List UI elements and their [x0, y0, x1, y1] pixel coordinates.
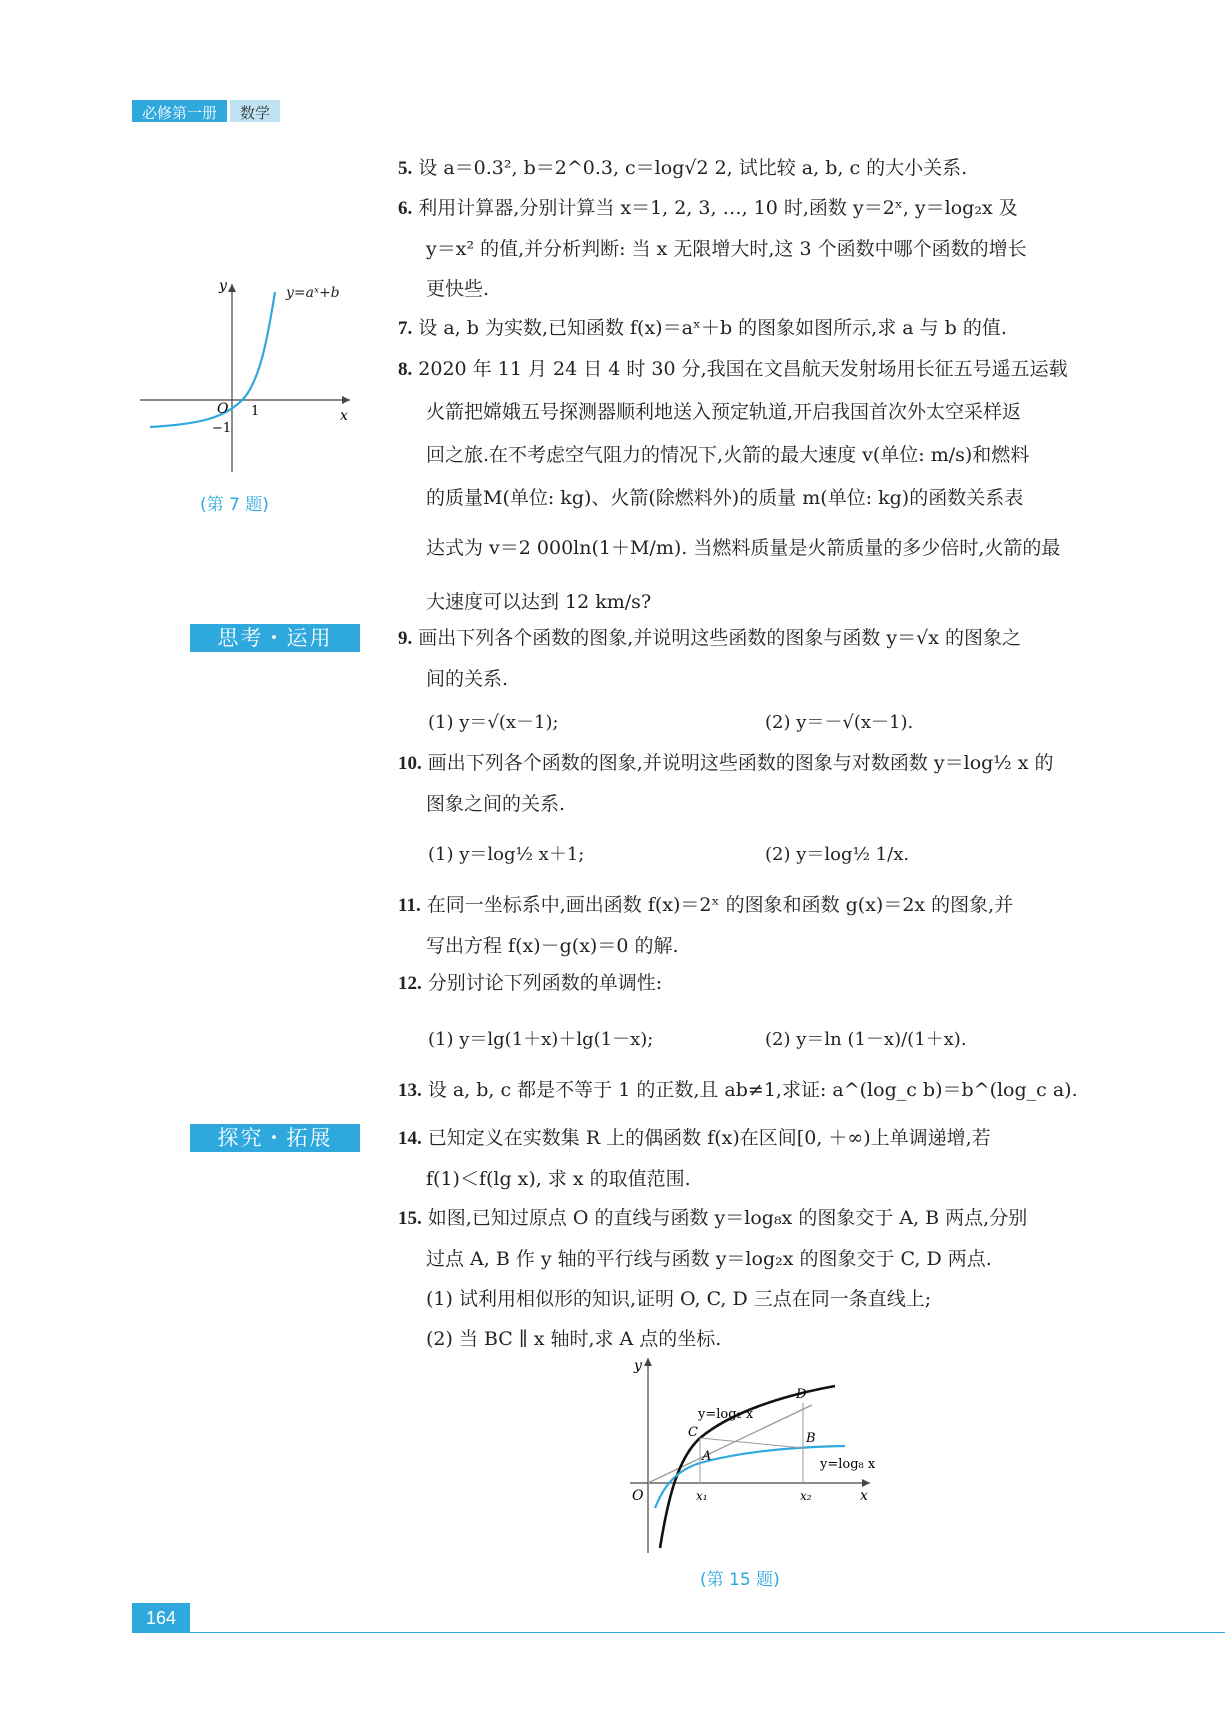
question-12	[398, 963, 1108, 1004]
question-text: 回之旅.在不考虑空气阻力的情况下,火箭的最大速度 v(单位: m/s)和燃料	[426, 444, 1030, 466]
question-text: 在同一坐标系中,画出函数 f(x)＝2ˣ 的图象和函数 g(x)＝2x 的图象,并	[426, 894, 1014, 916]
question-5	[398, 148, 1108, 189]
footer-rule	[190, 1632, 1225, 1633]
log8-label: y=log₈ x	[820, 1457, 876, 1472]
page-number: 164	[132, 1603, 190, 1633]
question-text: f(1)＜f(lg x), 求 x 的取值范围.	[426, 1168, 691, 1190]
question-text: 达式为 v＝2 000ln(1＋M/m). 当燃料质量是火箭质量的多少倍时,火箭的最	[426, 537, 1061, 559]
question-number: 10.	[398, 753, 422, 774]
question-text: 图象之间的关系.	[426, 793, 566, 815]
point-C-label: C	[688, 1425, 698, 1440]
page-footer	[132, 1603, 1132, 1633]
question-text: 画出下列各个函数的图象,并说明这些函数的图象与函数 y＝√x 的图象之	[418, 627, 1021, 649]
question-number: 15.	[398, 1208, 422, 1229]
question-text: 写出方程 f(x)－g(x)＝0 的解.	[426, 935, 679, 957]
question-text: 更快些.	[426, 278, 490, 300]
x1-label: x₁	[696, 1489, 708, 1503]
subject-label: 数学	[230, 100, 280, 122]
figure-7	[135, 272, 360, 477]
question-text: 如图,已知过原点 O 的直线与函数 y＝log₈x 的图象交于 A, B 两点,分别	[427, 1207, 1028, 1229]
sub-question: (1) y＝log½ x＋1;	[428, 844, 585, 865]
sub-question: (2) y＝－√(x－1).	[765, 712, 914, 733]
question-text: 间的关系.	[426, 668, 509, 690]
question-9	[398, 618, 1108, 699]
question-number: 11.	[398, 895, 421, 916]
x2-label: x₂	[800, 1489, 812, 1503]
question-text: 火箭把嫦娥五号探测器顺利地送入预定轨道,开启我国首次外太空采样返	[426, 401, 1022, 423]
question-text: 已知定义在实数集 R 上的偶函数 f(x)在区间[0, ＋∞)上单调递增,若	[427, 1127, 991, 1149]
log2-label: y=log₂ x	[698, 1407, 754, 1422]
book-label: 必修第一册	[132, 100, 227, 122]
sub-question: (2) y＝log½ 1/x.	[765, 844, 910, 865]
sub-question: (2) y＝ln (1－x)/(1＋x).	[765, 1029, 967, 1050]
question-text: 设 a, b 为实数,已知函数 f(x)＝aˣ＋b 的图象如图所示,求 a 与 b 的值.	[418, 317, 1007, 339]
tick-neg1-label: −1	[212, 421, 232, 436]
point-D-label: D	[796, 1387, 807, 1402]
origin-label: O	[217, 401, 229, 417]
question-8	[398, 348, 1108, 628]
question-number: 9.	[398, 628, 413, 649]
question-text: 设 a, b, c 都是不等于 1 的正数,且 ab≠1,求证: a^(log_c b)＝b^(log_c a).	[427, 1079, 1078, 1101]
question-10	[398, 743, 1108, 824]
question-number: 7.	[398, 318, 413, 339]
question-text: y＝x² 的值,并分析判断: 当 x 无限增大时,这 3 个函数中哪个函数的增长	[426, 238, 1027, 260]
tick-1-label: 1	[251, 404, 260, 419]
question-text: 利用计算器,分别计算当 x＝1, 2, 3, …, 10 时,函数 y＝2ˣ, y＝log₂x 及	[418, 197, 1018, 219]
section-explore-extend: 探究・拓展	[190, 1124, 360, 1152]
question-text: 的质量M(单位: kg)、火箭(除燃料外)的质量 m(单位: kg)的函数关系表	[426, 487, 1024, 509]
question-number: 5.	[398, 158, 413, 179]
question-14	[398, 1118, 1108, 1199]
question-7	[398, 308, 1108, 349]
sub-question: (1) 试利用相似形的知识,证明 O, C, D 三点在同一条直线上;	[426, 1288, 932, 1310]
section-think-apply: 思考・运用	[190, 624, 360, 652]
question-6	[398, 188, 1108, 309]
question-text: 2020 年 11 月 24 日 4 时 30 分,我国在文昌航天发射场用长征五号遥五运载	[418, 358, 1068, 380]
curve-label: y=aˣ+b	[286, 285, 340, 301]
y-label: y	[634, 1358, 642, 1374]
sub-question: (1) y＝√(x－1);	[428, 712, 559, 733]
question-text: 画出下列各个函数的图象,并说明这些函数的图象与对数函数 y＝log½ x 的	[427, 752, 1054, 774]
point-B-label: B	[806, 1431, 816, 1446]
y-label: y	[219, 278, 227, 294]
point-A-label: A	[702, 1449, 712, 1464]
question-text: 大速度可以达到 12 km/s?	[426, 591, 652, 613]
question-number: 12.	[398, 973, 422, 994]
question-11	[398, 885, 1108, 966]
running-header	[132, 100, 280, 122]
figure-15-caption: (第 15 题)	[700, 1570, 780, 1590]
log8-curve	[655, 1446, 845, 1508]
sub-question: (1) y＝lg(1＋x)＋lg(1－x);	[428, 1029, 654, 1050]
question-text: 分别讨论下列函数的单调性:	[427, 972, 663, 994]
segment-CB	[700, 1438, 803, 1448]
x-label: x	[340, 408, 348, 424]
question-13	[398, 1070, 1108, 1111]
question-number: 14.	[398, 1128, 422, 1149]
question-15	[398, 1198, 1108, 1359]
question-number: 8.	[398, 359, 413, 380]
question-text: 过点 A, B 作 y 轴的平行线与函数 y＝log₂x 的图象交于 C, D 两点.	[426, 1248, 992, 1270]
x-label: x	[860, 1488, 868, 1504]
question-number: 6.	[398, 198, 413, 219]
question-number: 13.	[398, 1080, 422, 1101]
figure-7-caption: (第 7 题)	[200, 495, 269, 515]
origin-label: O	[632, 1488, 644, 1504]
figure-15	[620, 1348, 890, 1558]
question-text: 设 a＝0.3², b＝2^0.3, c＝log√2 2, 试比较 a, b, c 的大小关系.	[418, 157, 968, 179]
sub-question: (2) 当 BC ∥ x 轴时,求 A 点的坐标.	[426, 1328, 722, 1350]
